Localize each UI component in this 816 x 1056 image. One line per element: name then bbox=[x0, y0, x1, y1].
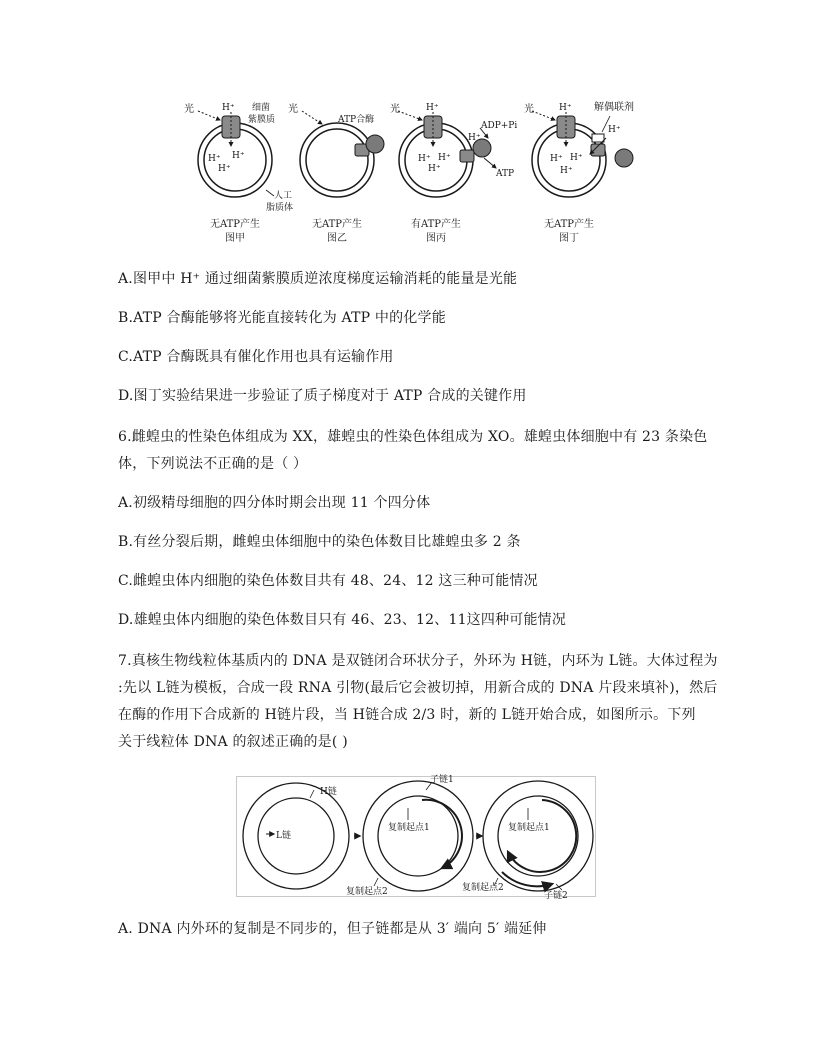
uncoupler-label: 解偶联剂 bbox=[594, 102, 634, 113]
origin-label: 复制起点1 bbox=[388, 823, 430, 833]
uncoupler-channel bbox=[592, 134, 604, 142]
bacteriorhodopsin-protein bbox=[222, 116, 240, 138]
panel-yi bbox=[288, 102, 384, 244]
atp-synthase-head bbox=[366, 135, 384, 153]
hplus-inside: H⁺ bbox=[418, 154, 431, 164]
q7-stem: 在酶的作用下合成新的 H链片段，当 H链合成 2/3 时，新的 L链开始合成，如图所示。下列 bbox=[118, 707, 696, 723]
panel-bing bbox=[390, 102, 517, 244]
q6-option-d: D.雄蝗虫体内细胞的染色体数目只有 46、23、12、11这四种可能情况 bbox=[118, 612, 567, 628]
q7-option-a: A. DNA 内外环的复制是不同步的，但子链都是从 3′ 端向 5′ 端延伸 bbox=[118, 921, 547, 937]
hplus-label: H⁺ bbox=[468, 133, 481, 143]
atp-synthase-label: ATP合酶 bbox=[338, 115, 375, 125]
light-label: 光 bbox=[288, 104, 298, 115]
l-chain-label: L链 bbox=[276, 831, 291, 841]
hplus-label: H⁺ bbox=[426, 103, 439, 113]
atp-synthase-figure bbox=[178, 98, 648, 248]
dna-stage-3 bbox=[462, 781, 593, 901]
atp-label: ATP bbox=[496, 169, 515, 179]
liposome-label: 人工 bbox=[274, 191, 293, 201]
hplus-inside: H⁺ bbox=[550, 154, 563, 164]
hplus-inside: H⁺ bbox=[560, 166, 573, 176]
q5-option-c: C.ATP 合酶既具有催化作用也具有运输作用 bbox=[118, 349, 394, 365]
panel-caption: 图乙 bbox=[327, 233, 347, 244]
panel-result: 有ATP产生 bbox=[410, 219, 462, 230]
atp-synthase-head bbox=[615, 149, 633, 167]
q6-stem: 6.雌蝗虫的性染色体组成为 XX，雄蝗虫的性染色体组成为 XO。雄蝗虫体细胞中有 23 条染色 bbox=[118, 429, 708, 445]
light-label: 光 bbox=[184, 104, 194, 115]
origin-label: 复制起点1 bbox=[508, 823, 550, 833]
q5-option-b: B.ATP 合酶能够将光能直接转化为 ATP 中的化学能 bbox=[118, 310, 446, 326]
light-label: 光 bbox=[524, 104, 534, 115]
origin-label: 复制起点2 bbox=[346, 887, 388, 897]
panel-ding bbox=[524, 100, 634, 244]
dna-stage-2 bbox=[346, 773, 473, 897]
daughter-strand-label: 子链1 bbox=[430, 775, 454, 785]
membrane-label: 紫膜质 bbox=[248, 115, 276, 125]
hplus-inside: H⁺ bbox=[218, 164, 231, 174]
q6-stem: 体，下列说法不正确的是（ ） bbox=[118, 456, 308, 472]
hplus-inside: H⁺ bbox=[208, 154, 221, 164]
q7-stem: :先以 L链为模板，合成一段 RNA 引物(最后它会被切掉，用新合成的 DNA 片段来填补)，然后 bbox=[118, 680, 718, 696]
hplus-label: H⁺ bbox=[559, 103, 572, 113]
q6-option-c: C.雌蝗虫体内细胞的染色体数目共有 48、24、12 这三种可能情况 bbox=[118, 573, 538, 589]
hplus-label: H⁺ bbox=[608, 125, 621, 135]
liposome-label: 脂质体 bbox=[266, 203, 294, 213]
hplus-inside: H⁺ bbox=[232, 151, 245, 161]
atp-synthase-stalk bbox=[460, 150, 474, 162]
q6-option-a: A.初级精母细胞的四分体时期会出现 11 个四分体 bbox=[118, 495, 431, 511]
panel-result: 无ATP产生 bbox=[311, 219, 363, 230]
adp-label: ADP+Pi bbox=[481, 121, 518, 131]
panel-jia bbox=[184, 101, 293, 244]
h-chain-label: H链 bbox=[320, 787, 337, 797]
q7-stem: 关于线粒体 DNA 的叙述正确的是( ) bbox=[118, 734, 348, 750]
light-label: 光 bbox=[390, 104, 400, 115]
hplus-inside: H⁺ bbox=[428, 164, 441, 174]
bacterio-label: 细菌 bbox=[252, 103, 271, 113]
bacteriorhodopsin-protein bbox=[424, 116, 442, 138]
mtdna-replication-figure bbox=[236, 772, 596, 902]
q5-option-a: A.图甲中 H⁺ 通过细菌紫膜质逆浓度梯度运输消耗的能量是光能 bbox=[118, 271, 518, 287]
panel-result: 无ATP产生 bbox=[543, 219, 595, 230]
panel-caption: 图丙 bbox=[426, 233, 446, 244]
hplus-inside: H⁺ bbox=[438, 153, 451, 163]
panel-caption: 图丁 bbox=[559, 233, 579, 244]
q6-option-b: B.有丝分裂后期，雌蝗虫体细胞中的染色体数目比雄蝗虫多 2 条 bbox=[118, 534, 521, 550]
q7-stem: 7.真核生物线粒体基质内的 DNA 是双链闭合环状分子，外环为 H链，内环为 L链。大体过程为 bbox=[118, 653, 718, 669]
panel-result: 无ATP产生 bbox=[209, 219, 261, 230]
panel-caption: 图甲 bbox=[225, 233, 245, 244]
q5-option-d: D.图丁实验结果进一步验证了质子梯度对于 ATP 合成的关键作用 bbox=[118, 388, 527, 404]
bacteriorhodopsin-protein bbox=[557, 116, 575, 138]
dna-stage-1 bbox=[243, 783, 349, 889]
hplus-inside: H⁺ bbox=[570, 153, 583, 163]
daughter-strand-label: 子链2 bbox=[544, 891, 568, 901]
origin-label: 复制起点2 bbox=[462, 883, 504, 893]
hplus-label: H⁺ bbox=[222, 103, 235, 113]
